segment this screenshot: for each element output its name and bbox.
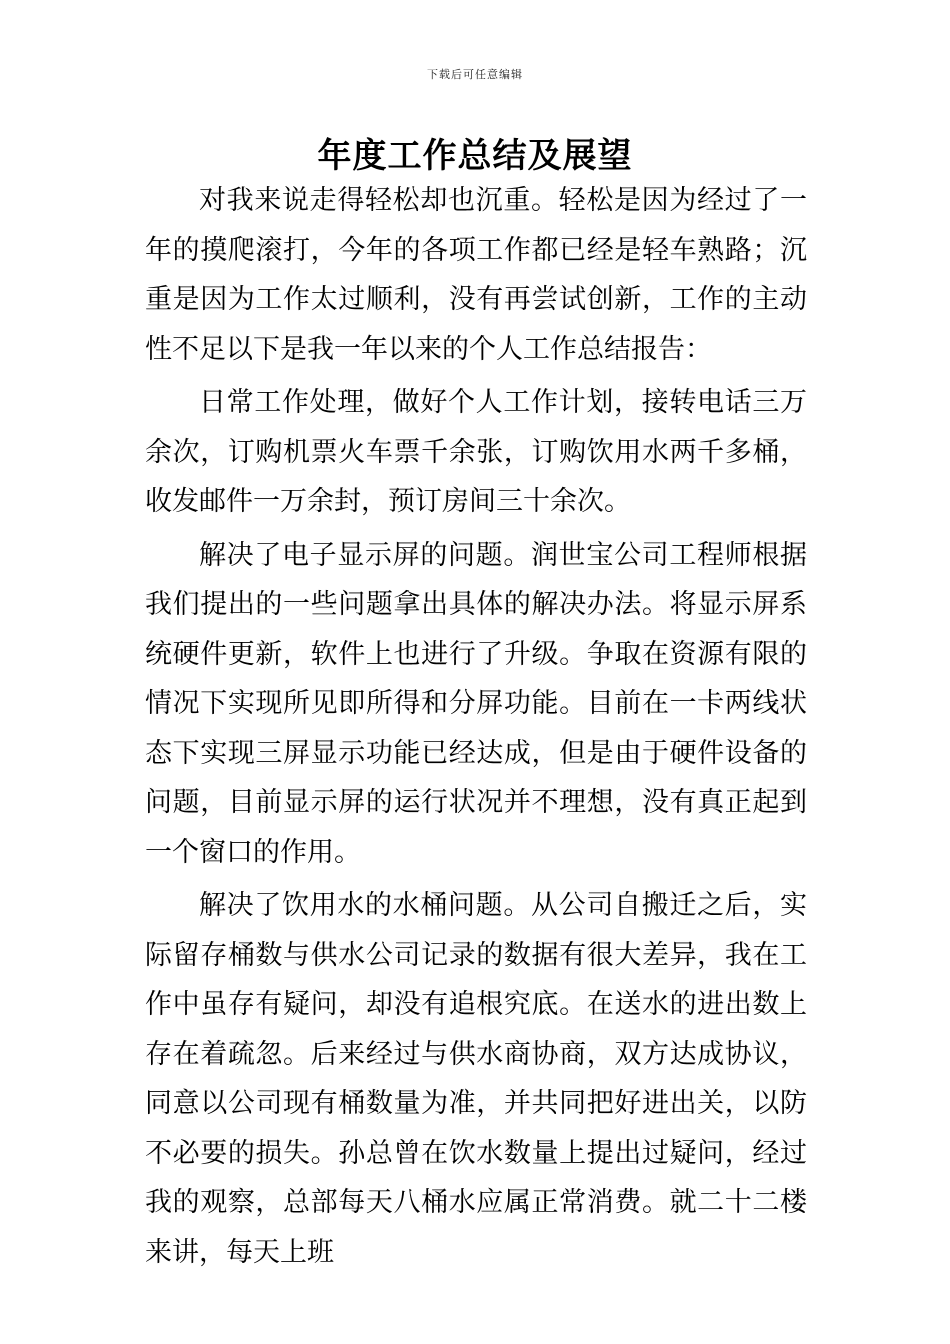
paragraph-display-screen: 解决了电子显示屏的问题。润世宝公司工程师根据我们提出的一些问题拿出具体的解决办法。将显示屏系统硬件更新，软件上也进行了升级。争取在资源有限的情况下实现所见即所得和分屏功能。目前在一卡两线状态下实现三屏显示功能已经达成，但是由于硬件设备的问题，目前显示屏的运行状况并不理想，没有真正起到一个窗口的作用。 [145, 539, 807, 868]
paragraph-intro: 对我来说走得轻松却也沉重。轻松是因为经过了一年的摸爬滚打，今年的各项工作都已经是轻车熟路；沉重是因为工作太过顺利，没有再尝试创新，工作的主动性不足以下是我一年以来的个人工作总结报告： [145, 185, 807, 365]
document-body [145, 176, 807, 1277]
document-title: 年度工作总结及展望 [317, 136, 633, 176]
header-note: 下载后可任意编辑 [427, 68, 523, 81]
paragraph-daily-work: 日常工作处理，做好个人工作计划，接转电话三万余次，订购机票火车票千余张，订购饮用水两千多桶，收发邮件一万余封，预订房间三十余次。 [145, 387, 807, 517]
paragraph-water-buckets: 解决了饮用水的水桶问题。从公司自搬迁之后，实际留存桶数与供水公司记录的数据有很大差异，我在工作中虽存有疑问，却没有追根究底。在送水的进出数上存在着疏忽。后来经过与供水商协商，双方达成协议，同意以公司现有桶数量为准，并共同把好进出关，以防不必要的损失。孙总曾在饮水数量上提出过疑问，经过我的观察，总部每天八桶水应属正常消费。就二十二楼来讲，每天上班 [145, 890, 807, 1268]
